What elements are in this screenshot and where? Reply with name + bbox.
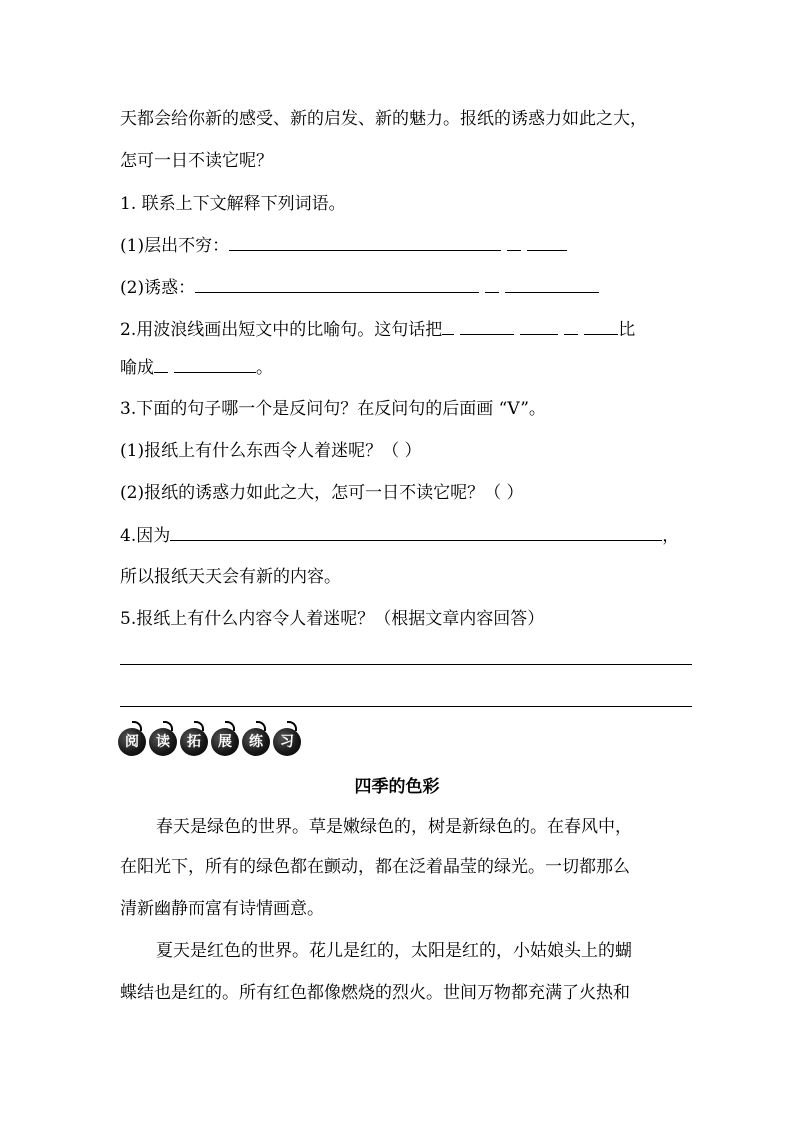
question-4a [120,524,679,547]
answer-blank[interactable] [520,318,558,335]
question-1b-label: (2)诱惑： [120,278,196,298]
answer-line[interactable] [120,706,692,707]
question-4a-end: ， [662,526,680,546]
answer-blank[interactable] [229,234,501,251]
question-2b-end: 。 [256,358,273,378]
badge: 习 [273,728,301,756]
answer-blank[interactable] [564,318,578,335]
answer-line[interactable] [120,664,692,665]
answer-blank[interactable] [527,234,567,251]
question-2a [120,318,635,341]
question-5: 5.报纸上有什么内容令人着迷呢？（根据文章内容回答） [120,609,545,629]
badge: 读 [149,728,177,756]
passage-title: 四季的色彩 [354,777,440,797]
question-3: 3.下面的句子哪一个是反问句？在反问句的后面画 “V”。 [120,399,546,419]
answer-blank[interactable] [195,276,479,293]
question-3a: (1)报纸上有什么东西令人着迷呢？（ ） [120,441,422,461]
answer-blank[interactable] [460,318,514,335]
badge: 阅 [118,728,146,756]
question-2b [120,356,273,379]
answer-blank[interactable] [442,318,454,335]
question-2b-label: 喻成 [120,358,154,378]
question-1a [120,234,567,257]
answer-blank[interactable] [505,276,599,293]
answer-blank[interactable] [174,356,256,373]
answer-blank[interactable] [507,234,521,251]
question-1b [120,276,599,299]
answer-blank[interactable] [584,318,618,335]
question-1: 1. 联系上下文解释下列词语。 [120,194,346,214]
badge: 展 [211,728,239,756]
answer-blank[interactable] [170,524,662,541]
question-2a-label: 2.用波浪线画出短文中的比喻句。这句话把 [120,320,443,340]
question-2a-end: 比 [618,320,636,340]
question-4b: 所以报纸天天会有新的内容。 [120,567,341,587]
line-2: 怎可一日不读它呢？ [120,151,273,171]
question-1a-label: (1)层出不穷： [120,236,230,256]
question-4a-label: 4.因为 [120,526,171,546]
line-1: 天都会给你新的感受、新的启发、新的魅力。报纸的诱惑力如此之大， [120,109,647,129]
question-3b: (2)报纸的诱惑力如此之大，怎可一日不读它呢？（ ） [120,483,524,503]
badge: 拓 [180,728,208,756]
answer-blank[interactable] [485,276,499,293]
badge: 练 [242,728,270,756]
answer-blank[interactable] [154,356,168,373]
